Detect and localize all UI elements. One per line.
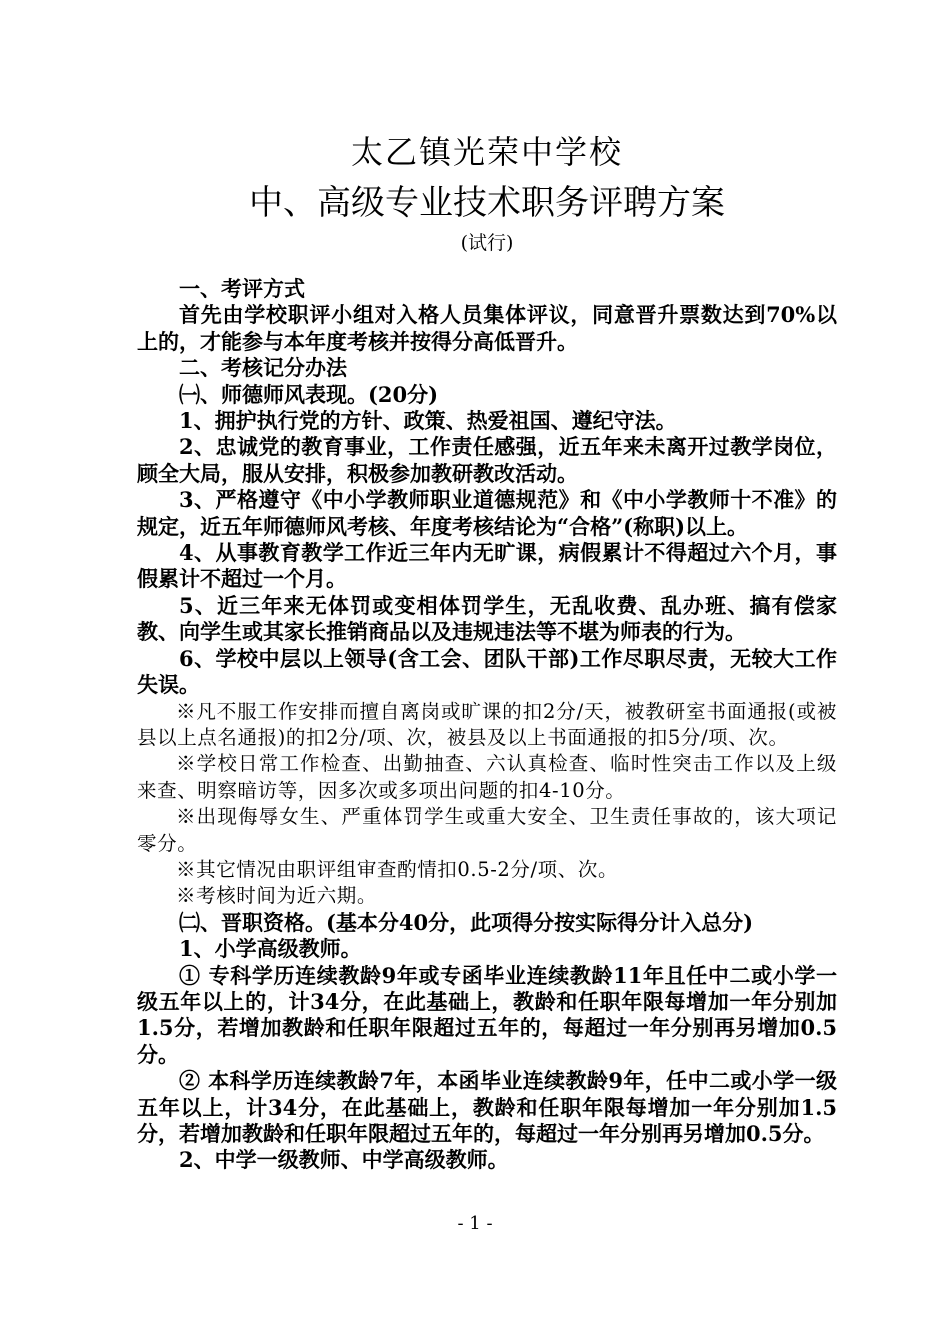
document-page <box>137 120 837 1174</box>
list-item: 2、中学一级教师、中学高级教师。 <box>179 1147 509 1173</box>
note-paragraph: ※考核时间为近六期。 <box>176 884 378 908</box>
section-heading: 二、考核记分办法 <box>179 355 347 381</box>
school-name: 太乙镇光荣中学校 <box>350 133 623 171</box>
page-number: - 1 - <box>457 1213 493 1234</box>
list-item: 1、拥护执行党的方针、政策、热爱祖国、遵纪守法。 <box>179 408 677 434</box>
note-paragraph: ※其它情况由职评组审查酌情扣0.5-2分/项、次。 <box>176 857 619 881</box>
note-paragraph: ※凡不服工作安排而擅自离岗或旷课的扣2分/天，被教研室书面通报(或被县以上点名通报)的扣2分/项、次，被县及以上书面通报的扣5分/项、次。 <box>137 699 837 749</box>
document-subtitle: (试行) <box>460 232 514 254</box>
subsection-heading: ㈡、晋职资格。(基本分40分，此项得分按实际得分计入总分) <box>179 909 754 935</box>
note-paragraph: ※学校日常工作检查、出勤抽查、六认真检查、临时性突击工作以及上级来查、明察暗访等，因多次或多项出问题的扣4-10分。 <box>137 752 837 802</box>
note-paragraph: ※出现侮辱女生、严重体罚学生或重大安全、卫生责任事故的，该大项记零分。 <box>137 805 837 855</box>
list-item: 2、忠诚党的教育事业，工作责任感强，近五年来未离开过教学岗位，顾全大局，服从安排，积极参加教研教改活动。 <box>137 434 837 486</box>
list-item: 5、近三年来无体罚或变相体罚学生，无乱收费、乱办班、搞有偿家教、向学生或其家长推销商品以及违规违法等不堪为师表的行为。 <box>137 592 837 645</box>
list-item: 1、小学高级教师。 <box>179 936 362 962</box>
list-item: 3、严格遵守《中小学教师职业道德规范》和《中小学教师十不准》的规定，近五年师德师风考核、年度考核结论为“合格”(称职)以上。 <box>137 487 837 539</box>
document-body <box>137 276 837 1174</box>
list-item: 4、从事教育教学工作近三年内无旷课，病假累计不得超过六个月，事假累计不超过一个月。 <box>137 540 837 592</box>
section-heading: 一、考评方式 <box>179 276 305 301</box>
subsection-heading: ㈠、师德师风表现。(20分) <box>179 381 439 407</box>
document-title: 中、高级专业技术职务评聘方案 <box>249 183 725 223</box>
list-item: ① 专科学历连续教龄9年或专函毕业连续教龄11年且任中二或小学一级五年以上的，计34分，在此基础上，教龄和任职年限每增加一年分别加1.5分，若增加教龄和任职年限超过五年的，每超过一年分别再另增加0.5分。 <box>137 962 837 1067</box>
paragraph: 首先由学校职评小组对入格人员集体评议，同意晋升票数达到70%以上的，才能参与本年度考核并按得分高低晋升。 <box>137 302 837 354</box>
list-item: ② 本科学历连续教龄7年，本函毕业连续教龄9年，任中二或小学一级五年以上，计34分，在此基础上，教龄和任职年限每增加一年分别加1.5分，若增加教龄和任职年限超过五年的，每超过一年分别再另增加0.5分。 <box>137 1068 837 1146</box>
list-item: 6、学校中层以上领导(含工会、团队干部)工作尽职尽责，无较大工作失误。 <box>137 645 837 698</box>
